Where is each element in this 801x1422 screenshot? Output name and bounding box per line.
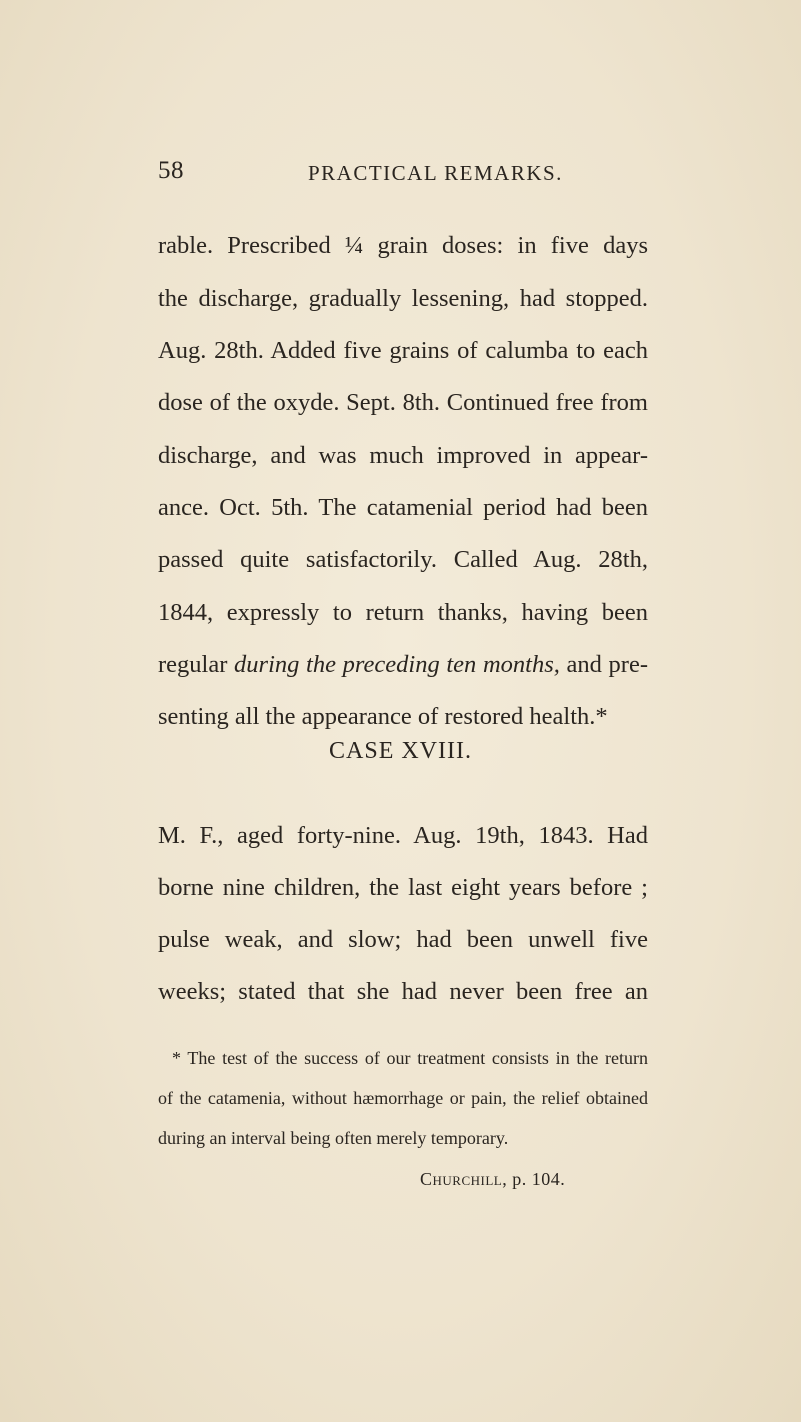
text-segment: regular (158, 651, 235, 678)
attribution-name: Churchill, (420, 1169, 508, 1189)
footnote-attribution (420, 1169, 565, 1190)
text-line: the discharge, gradually lessening, had stopped. (158, 285, 648, 312)
text-line: M. F., aged forty-nine. Aug. 19th, 1843. Had (158, 822, 648, 849)
page-header (0, 157, 801, 197)
text-line: 1844, expressly to return thanks, having been (158, 599, 648, 626)
text-line: ance. Oct. 5th. The catamenial period had been (158, 494, 648, 521)
text-segment: and pre- (559, 651, 648, 678)
case-heading: CASE XVIII. (329, 738, 472, 764)
footnote-line: * The test of the success of our treatment consists in the return (172, 1048, 648, 1068)
text-line: weeks; stated that she had never been free an (158, 978, 648, 1005)
text-line: dose of the oxyde. Sept. 8th. Continued free from (158, 389, 648, 416)
text-line: rable. Prescribed ¼ grain doses: in five days (158, 232, 648, 259)
text-line: pulse weak, and slow; had been unwell five (158, 926, 648, 953)
attribution-page: p. 104. (507, 1169, 566, 1189)
footnote-line: of the catamenia, without hæmorrhage or pain, the relief obtained (158, 1088, 648, 1108)
running-head: PRACTICAL REMARKS. (308, 161, 563, 185)
text-line: passed quite satisfactorily. Called Aug. 28th, (158, 546, 648, 573)
italic-text: during the preceding ten months, (234, 651, 560, 678)
text-line: discharge, and was much improved in appear- (158, 442, 648, 469)
footnote-line: during an interval being often merely temporary. (158, 1128, 509, 1148)
text-line-with-italic (158, 647, 648, 683)
text-line: borne nine children, the last eight years before ; (158, 874, 648, 901)
page-number: 58 (158, 157, 184, 184)
text-line: senting all the appearance of restored health.* (158, 703, 608, 730)
text-line: Aug. 28th. Added five grains of calumba to each (158, 337, 648, 364)
